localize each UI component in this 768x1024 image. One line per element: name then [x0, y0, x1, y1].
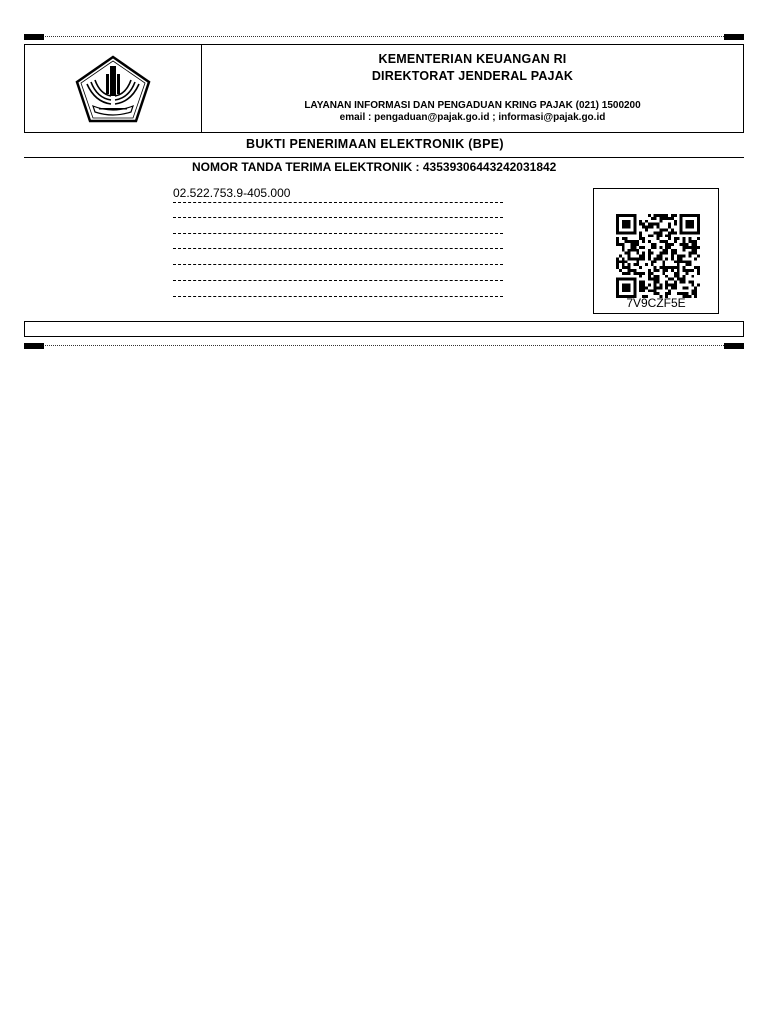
email-line: email : pengaduan@pajak.go.id ; informasi@pajak.go.id [339, 112, 606, 123]
cut-line-top [24, 34, 744, 40]
qr-panel [593, 188, 719, 314]
npwp-value: 02.522.753.9-405.000 [173, 186, 291, 200]
org-info [202, 45, 743, 132]
empty-field-box [24, 321, 744, 337]
receipt-number: NOMOR TANDA TERIMA ELEKTRONIK : 43539306443242031842 [192, 160, 557, 174]
logo-cell [25, 45, 202, 132]
letterhead [24, 44, 744, 133]
blank-line [173, 233, 503, 234]
ministry-name: KEMENTERIAN KEUANGAN RI [378, 52, 567, 66]
blank-line [173, 280, 503, 281]
cut-line-bottom [24, 343, 744, 349]
blank-line [173, 296, 503, 297]
blank-line [173, 248, 503, 249]
contact-line: LAYANAN INFORMASI DAN PENGADUAN KRING PAJAK (021) 1500200 [304, 100, 641, 111]
blank-line [173, 264, 503, 265]
divider [24, 157, 744, 158]
blank-line [173, 202, 503, 203]
directorate-name: DIREKTORAT JENDERAL PAJAK [371, 69, 574, 83]
qr-code-icon [616, 214, 700, 298]
document-title: BUKTI PENERIMAAN ELEKTRONIK (BPE) [246, 137, 504, 151]
verification-code: 7V9CZF5E [626, 296, 686, 310]
djp-emblem-icon [73, 54, 153, 124]
blank-line [173, 217, 503, 218]
